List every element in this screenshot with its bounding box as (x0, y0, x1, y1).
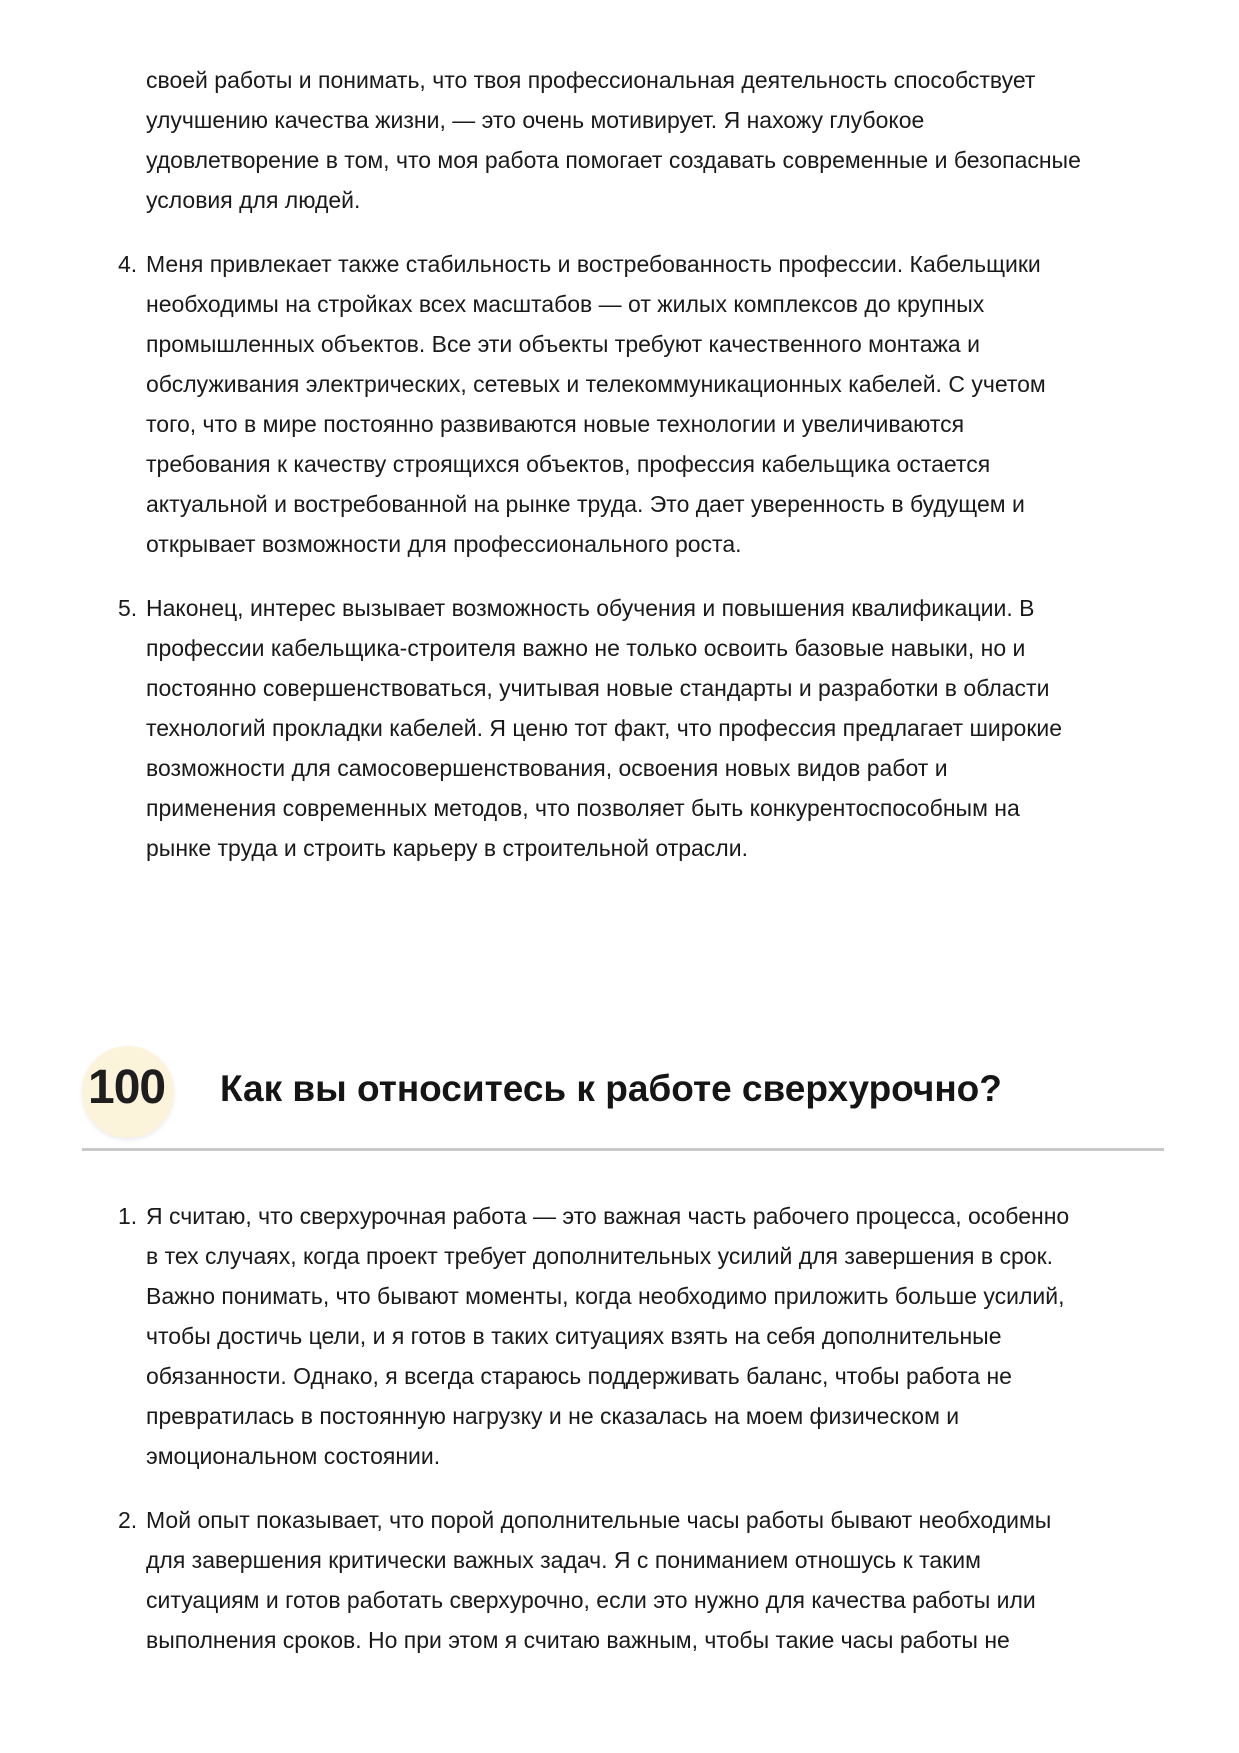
question-divider (82, 1148, 1164, 1151)
list-spacer (118, 1476, 1163, 1500)
answer-list-question-100 (118, 1196, 1163, 1660)
list-item-text: Меня привлекает также стабильность и востребованность профессии. Кабельщики необходимы на стройках всех масштабов — от жилых комплексов до крупных промышленных объектов. Все эти объекты требуют качественного монтажа и обслуживания электрических, сетевых и телекоммуникационных кабелей. С учетом того, что в мире постоянно развиваются новые технологии и увеличиваются требования к качеству строящихся объектов, профессия кабельщика остается актуальной и востребованной на рынке труда. Это дает уверенность в будущем и открывает возможности для профессионального роста. (146, 251, 1046, 557)
list-item (118, 244, 1163, 564)
question-header (82, 1038, 1164, 1152)
list-item-number: 1. (118, 1203, 138, 1229)
list-item (118, 588, 1163, 868)
list-item-text: своей работы и понимать, что твоя профессиональная деятельность способствует улучшению качества жизни, — это очень мотивирует. Я нахожу глубокое удовлетворение в том, что моя работа помогает создавать современные и безопасные условия для людей. (146, 67, 1081, 213)
list-spacer (118, 564, 1163, 588)
list-item-number: 4. (118, 251, 138, 277)
list-item (118, 1196, 1163, 1476)
list-item-number: 5. (118, 595, 138, 621)
answer-list-question-99 (118, 60, 1163, 868)
question-title: Как вы относитесь к работе сверхурочно? (220, 1068, 1002, 1109)
question-number: 100 (88, 1061, 166, 1114)
list-item-text: Наконец, интерес вызывает возможность обучения и повышения квалификации. В профессии кабельщика-строителя важно не только освоить базовые навыки, но и постоянно совершенствоваться, учитывая новые стандарты и разработки в области технологий прокладки кабелей. Я ценю тот факт, что профессия предлагает широкие возможности для самосовершенствования, освоения новых видов работ и применения современных методов, что позволяет быть конкурентоспособным на рынке труда и строить карьеру в строительной отрасли. (146, 595, 1063, 861)
list-item (118, 1500, 1163, 1660)
list-item (118, 60, 1163, 220)
list-item-text: Мой опыт показывает, что порой дополнительные часы работы бывают необходимы для завершения критически важных задач. Я с пониманием отношусь к таким ситуациям и готов работать сверхурочно, если это нужно для качества работы или выполнения сроков. Но при этом я считаю важным, чтобы такие часы работы не (146, 1507, 1052, 1653)
list-spacer (118, 220, 1163, 244)
list-item-number: 2. (118, 1507, 138, 1533)
list-item-text: Я считаю, что сверхурочная работа — это важная часть рабочего процесса, особенно в тех случаях, когда проект требует дополнительных усилий для завершения в срок. Важно понимать, что бывают моменты, когда необходимо приложить больше усилий, чтобы достичь цели, и я готов в таких ситуациях взять на себя дополнительные обязанности. Однако, я всегда стараюсь поддерживать баланс, чтобы работа не превратилась в постоянную нагрузку и не сказалась на моем физическом и эмоциональном состоянии. (146, 1203, 1070, 1469)
